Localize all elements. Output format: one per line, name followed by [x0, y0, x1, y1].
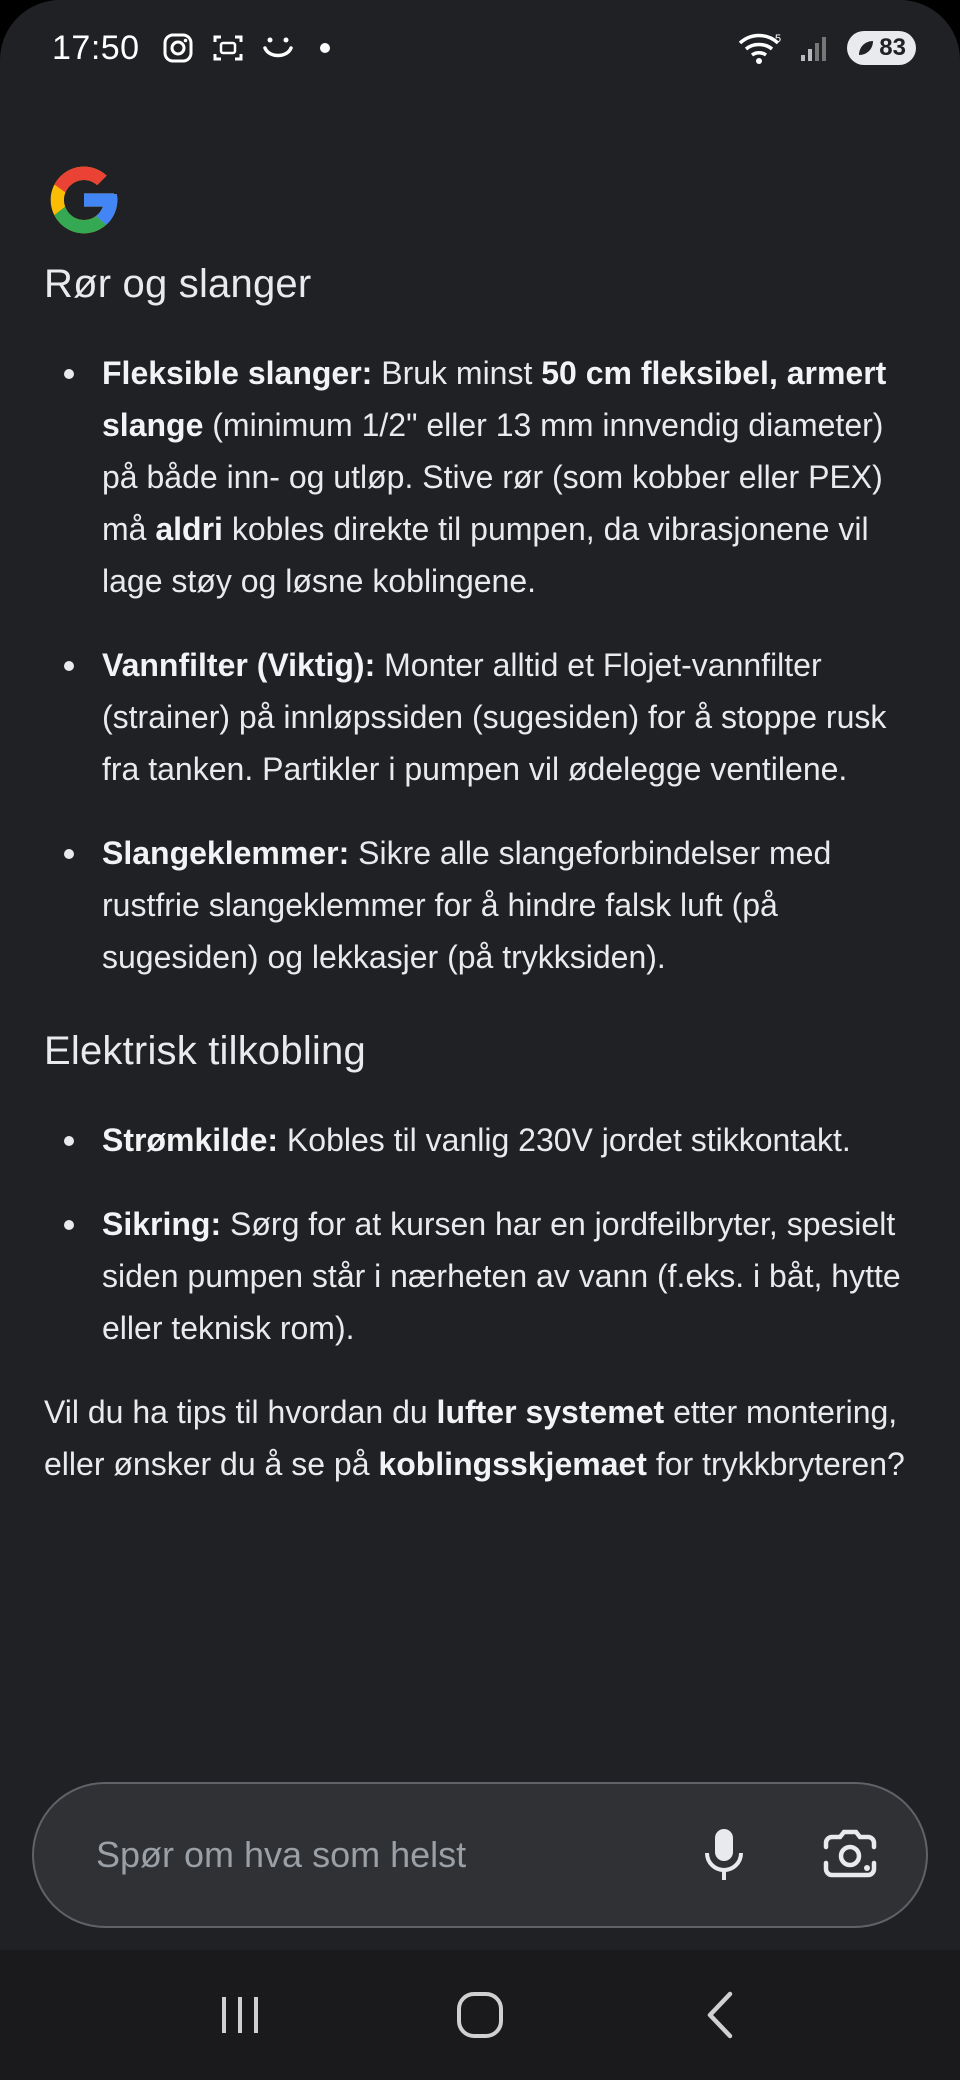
- bullet-text: Monter alltid et Flojet-vannfilter (strainer) på innløpssiden (sugesiden) for å stoppe rusk fra tanken. Partikler i pumpen vil ødelegge ventilene.: [102, 647, 887, 787]
- bullet-bold-lead: Sikring:: [102, 1206, 222, 1242]
- electrical-bullet-list: [44, 1114, 916, 1354]
- bullet-bold: 50 cm fleksibel, armert slange: [102, 355, 887, 443]
- home-icon[interactable]: [440, 1975, 520, 2055]
- closing-text: Vil du ha tips til hvordan du: [44, 1394, 437, 1430]
- microphone-icon[interactable]: [688, 1819, 760, 1891]
- google-lens-icon[interactable]: [814, 1819, 886, 1891]
- leaf-icon: [857, 39, 875, 57]
- battery-indicator: [847, 31, 916, 65]
- battery-level: 83: [879, 34, 906, 61]
- status-right: [737, 30, 916, 66]
- google-g-logo: [44, 160, 124, 240]
- bullet-text: Kobles til vanlig 230V jordet stikkontakt.: [278, 1122, 851, 1158]
- closing-question: [44, 1386, 916, 1490]
- screenshot-scan-icon: [210, 30, 246, 66]
- bullet-text: Sørg for at kursen har en jordfeilbryter, spesielt siden pumpen står i nærheten av vann (f.eks. i båt, hytte eller teknisk rom).: [102, 1206, 901, 1346]
- bullet-bold: aldri: [155, 511, 223, 547]
- system-navigation-bar: [0, 1950, 960, 2080]
- recent-apps-icon[interactable]: [200, 1975, 280, 2055]
- wifi-badge: 5: [775, 33, 782, 45]
- section-title-electrical: Elektrisk tilkobling: [44, 1029, 366, 1073]
- status-time: 17:50: [52, 28, 140, 67]
- closing-bold: lufter systemet: [436, 1394, 665, 1430]
- list-item: [102, 639, 916, 795]
- section-title-pipes: Rør og slanger: [44, 262, 312, 306]
- closing-text: for trykkbryteren?: [646, 1446, 905, 1482]
- status-bar: [0, 0, 960, 96]
- closing-text: etter montering, eller ønsker du å se på: [44, 1394, 898, 1482]
- bullet-bold-lead: Strømkilde:: [102, 1122, 279, 1158]
- status-left: [52, 29, 330, 68]
- instagram-icon: [160, 30, 196, 66]
- answer-content[interactable]: [0, 160, 960, 1770]
- bullet-bold-lead: Vannfilter (Viktig):: [102, 647, 376, 683]
- bullet-text: (minimum 1/2" eller 13 mm innvendig diameter) på både inn- og utløp. Stive rør (som kobber eller PEX) må: [102, 407, 884, 547]
- closing-bold: koblingsskjemaet: [378, 1446, 647, 1482]
- notification-dot: [320, 43, 330, 53]
- bullet-bold-lead: Slangeklemmer:: [102, 835, 350, 871]
- bullet-text: kobles direkte til pumpen, da vibrasjonene vil lage støy og løsne koblingene.: [102, 511, 869, 599]
- signal-icon: [797, 30, 833, 66]
- bullet-bold-lead: Fleksible slanger:: [102, 355, 373, 391]
- ask-input-bar[interactable]: [32, 1782, 928, 1928]
- back-icon[interactable]: [680, 1975, 760, 2055]
- wifi-icon: [737, 30, 783, 66]
- bullet-text: Bruk minst: [372, 355, 542, 391]
- pipes-bullet-list: [44, 347, 916, 983]
- list-item: [102, 1114, 916, 1166]
- list-item: [102, 1198, 916, 1354]
- ask-input[interactable]: Spør om hva som helst: [96, 1834, 467, 1875]
- list-item: [102, 347, 916, 607]
- smile-app-icon: [260, 30, 296, 66]
- bullet-text: Sikre alle slangeforbindelser med rustfrie slangeklemmer for å hindre falsk luft (på sugesiden) og lekkasjer (på trykksiden).: [102, 835, 832, 975]
- list-item: [102, 827, 916, 983]
